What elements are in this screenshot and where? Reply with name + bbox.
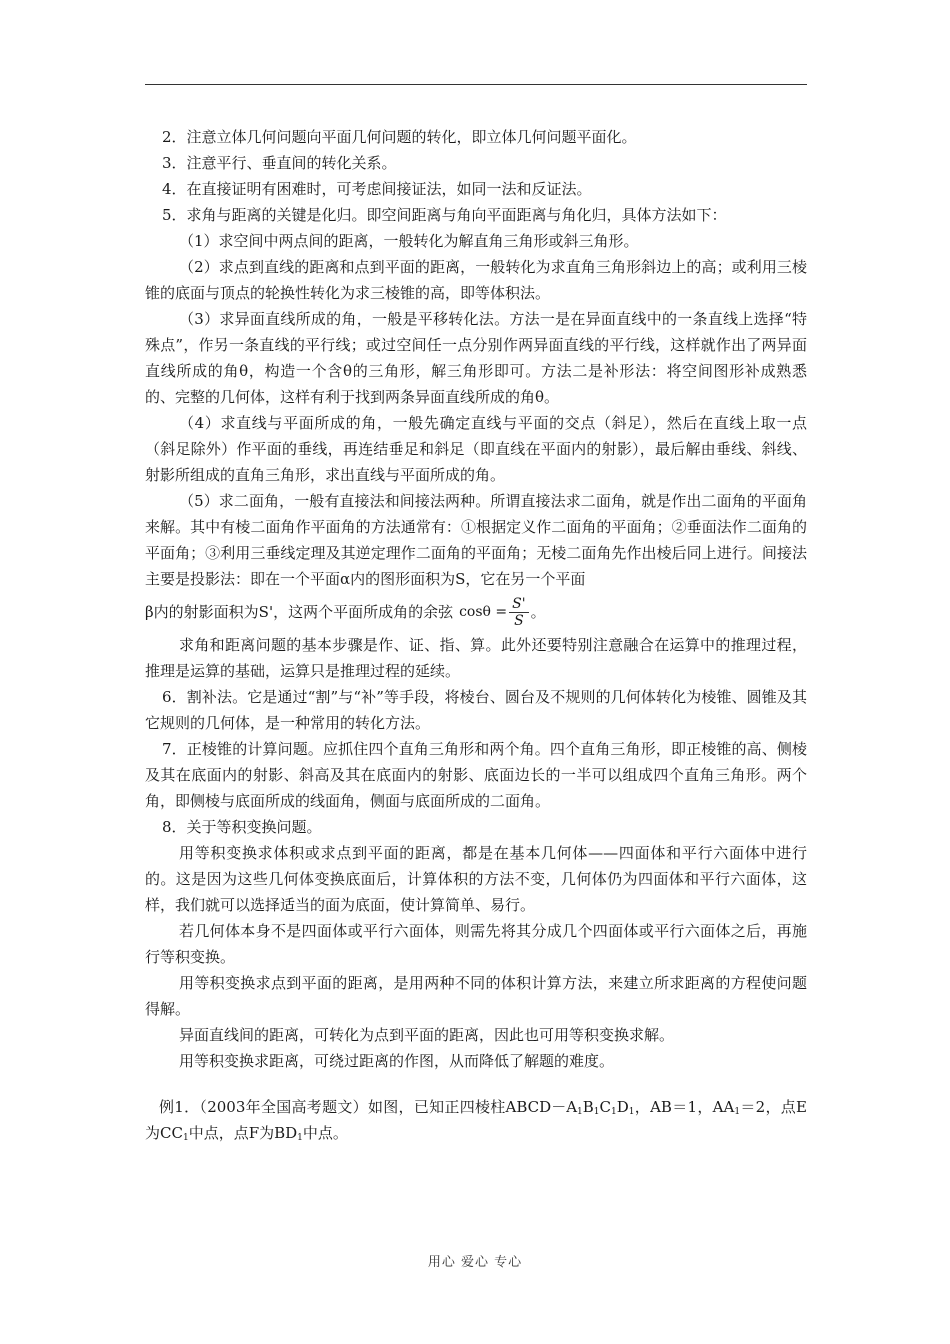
example-text-h: 中点。 <box>302 1124 348 1142</box>
sub-item-2: （2）求点到直线的距离和点到平面的距离，一般转化为求直角三角形斜边上的高；或利用三棱锥的底面与顶点的轮换性转化为求三棱锥的高，即等体积法。 <box>145 258 807 302</box>
spacer <box>145 1074 807 1094</box>
paragraph-equal-volume-1: 用等积变换求体积或求点到平面的距离，都是在基本几何体——四面体和平行六面体中进行的。这是因为这些几何体变换底面后，计算体积的方法不变，几何体仍为四面体和平行六面体，这样，我们就可以选择适当的面为底面，使计算简单、易行。 <box>145 844 807 914</box>
example-sub: 1 <box>577 1107 583 1117</box>
paragraph-equal-volume-5: 用等积变换求距离，可绕过距离的作图，从而降低了解题的难度。 <box>179 1052 615 1070</box>
header-rule <box>145 84 807 85</box>
example-text-e: ，AB＝1，AA <box>634 1098 735 1116</box>
example-sub: 1 <box>734 1107 741 1117</box>
cosine-formula-line <box>145 592 807 632</box>
paragraph-steps: 求角和距离问题的基本步骤是作、证、指、算。此外还要特别注意融合在运算中的推理过程，推理是运算的基础，运算只是推理过程的延续。 <box>145 636 807 680</box>
item-7: 7．正棱锥的计算问题。应抓住四个直角三角形和两个角。四个直角三角形，即正棱锥的高、侧棱及其在底面内的射影、斜高及其在底面内的射影、底面边长的一半可以组成四个直角三角形。两个角，即侧棱与底面所成的线面角，侧面与底面所成的二面角。 <box>145 740 807 810</box>
paragraph-equal-volume-3: 用等积变换求点到平面的距离，是用两种不同的体积计算方法，来建立所求距离的方程使问题得解。 <box>145 974 807 1018</box>
example-text-f: ＝2，点E为CC <box>145 1098 807 1142</box>
sub-item-4: （4）求直线与平面所成的角，一般先确定直线与平面的交点（斜足），然后在直线上取一点（斜足除外）作平面的垂线，再连结垂足和斜足（即直线在平面内的射影），最后解由垂线、斜线、射影所组成的直角三角形，求出直线与平面所成的角。 <box>145 414 807 484</box>
item-8: 8．关于等积变换问题。 <box>162 818 322 836</box>
example-text-g: 中点，点F为BD <box>188 1124 298 1142</box>
fraction-numerator: S' <box>509 596 528 613</box>
item-2: 2．注意立体几何问题向平面几何问题的转化，即立体几何问题平面化。 <box>162 128 637 146</box>
example-1 <box>145 1094 807 1146</box>
cos-theta: cosθ = <box>459 604 508 620</box>
sub-item-1: （1）求空间中两点间的距离，一般转化为解直角三角形或斜三角形。 <box>179 232 639 250</box>
paragraph-equal-volume-2: 若几何体本身不是四面体或平行六面体，则需先将其分成几个四面体或平行六面体之后，再施行等积变换。 <box>145 922 807 966</box>
item-4: 4．在直接证明有困难时，可考虑间接证法，如同一法和反证法。 <box>162 180 592 198</box>
item-3: 3．注意平行、垂直间的转化关系。 <box>162 154 397 172</box>
document-body <box>145 124 807 1146</box>
example-text-a: 例1．（2003年全国高考题文）如图，已知正四棱柱ABCD－A <box>159 1098 578 1116</box>
item-6: 6．割补法。它是通过“割”与“补”等手段，将棱台、圆台及不规则的几何体转化为棱锥、圆锥及其它规则的几何体，是一种常用的转化方法。 <box>145 688 807 732</box>
example-sub: 1 <box>611 1107 617 1117</box>
example-text-c: C <box>599 1098 612 1116</box>
sub-item-3: （3）求异面直线所成的角，一般是平移转化法。方法一是在异面直线中的一条直线上选择“特殊点”，作另一条直线的平行线；或过空间任一点分别作两异面直线的平行线，这样就作出了两异面直线所成的角θ，构造一个含θ的三角形，解三角形即可。方法二是补形法：将空间图形补成熟悉的、完整的几何体，这样有利于找到两条异面直线所成的角θ。 <box>145 310 807 406</box>
sub-item-5: （5）求二面角，一般有直接法和间接法两种。所谓直接法求二面角，就是作出二面角的平面角来解。其中有棱二面角作平面角的方法通常有：①根据定义作二面角的平面角；②垂面法作二面角的平面角；③利用三垂线定理及其逆定理作二面角的平面角；无棱二面角先作出棱后同上进行。间接法主要是投影法：即在一个平面α内的图形面积为S，它在另一个平面 <box>145 492 807 588</box>
example-sub: 1 <box>593 1107 600 1117</box>
paragraph-equal-volume-4: 异面直线间的距离，可转化为点到平面的距离，因此也可用等积变换求解。 <box>179 1026 675 1044</box>
area-ratio-fraction <box>509 596 528 629</box>
example-sub: 1 <box>182 1133 189 1143</box>
formula-prefix: β内的射影面积为S'，这两个平面所成角的余弦 <box>145 603 454 621</box>
example-sub: 1 <box>297 1133 303 1143</box>
item-5: 5．求角与距离的关键是化归。即空间距离与角向平面距离与角化归，具体方法如下： <box>162 206 727 224</box>
example-sub: 1 <box>628 1107 635 1117</box>
formula-suffix: 。 <box>530 603 546 621</box>
example-text-d: D <box>616 1098 629 1116</box>
example-text-b: B <box>582 1098 594 1116</box>
fraction-denominator: S <box>514 612 524 629</box>
page-footer: 用心 爱心 专心 <box>427 1255 523 1270</box>
